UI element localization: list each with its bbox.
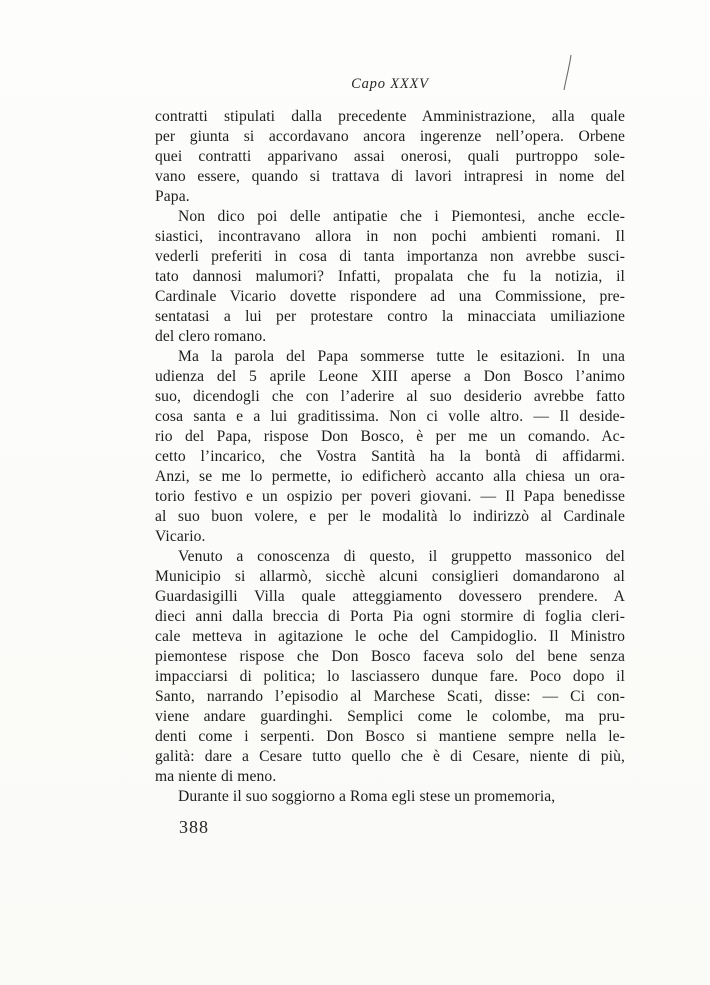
text-line: cetto l’incarico, che Vostra Santità ha la bontà di affidarmi. [155,448,625,465]
text-line: rio del Papa, rispose Don Bosco, è per me un comando. Ac- [155,428,625,445]
text-line: sentatasi a lui per protestare contro la minacciata umiliazione [155,308,625,325]
text-line: quei contratti apparivano assai onerosi, quali purtroppo sole- [155,148,625,165]
text-line: Durante il suo soggiorno a Roma egli stese un promemoria, [178,788,556,805]
text-line: denti come i serpenti. Don Bosco si mantiene sempre nella le- [155,728,625,745]
text-line: vederli preferiti in cosa di tanta importanza non avrebbe susci- [155,248,625,265]
text-line: tato dannosi malumori? Infatti, propalata che fu la notizia, il [155,268,625,285]
running-header: Capo XXXV [351,76,429,92]
text-line: cosa santa e a lui graditissima. Non ci volle altro. — Il deside- [155,408,625,425]
text-line: impacciarsi di politica; lo lasciassero dunque fare. Poco dopo il [155,668,625,685]
page-number: 388 [179,817,209,837]
text-line: Venuto a conoscenza di questo, il gruppetto massonico del [178,548,625,565]
text-line: piemontese rispose che Don Bosco faceva solo del bene senza [155,648,625,665]
text-line: Papa. [155,188,190,205]
text-line: siastici, incontravano allora in non pochi ambienti romani. Il [155,228,625,245]
text-line: Municipio si allarmò, sicchè alcuni consiglieri domandarono al [155,568,625,585]
text-line: torio festivo e un ospizio per poveri giovani. — Il Papa benedisse [155,488,625,505]
page-body [155,107,625,807]
text-line: Vicario. [155,528,206,545]
text-line: cale metteva in agitazione le oche del Campidoglio. Il Ministro [155,628,625,645]
text-line: Guardasigilli Villa quale atteggiamento dovessero prendere. A [155,588,625,605]
text-line: del clero romano. [155,328,267,345]
text-line: galità: dare a Cesare tutto quello che è di Cesare, niente di più, [155,748,625,765]
text-line: udienza del 5 aprile Leone XIII aperse a Don Bosco l’animo [155,368,625,385]
pen-scratch-mark [558,50,578,96]
text-line: Ma la parola del Papa sommerse tutte le esitazioni. In una [178,348,625,365]
text-line: contratti stipulati dalla precedente Amministrazione, alla quale [155,108,625,125]
text-line: Non dico poi delle antipatie che i Piemontesi, anche eccle- [178,208,625,225]
text-line: Anzi, se me lo permette, io edificherò accanto alla chiesa un ora- [155,468,625,485]
text-line: ma niente di meno. [155,768,277,785]
text-line: vano essere, quando si trattava di lavori intrapresi in nome del [155,168,625,185]
text-line: suo, dicendogli che con l’aderire al suo desiderio avrebbe fatto [155,388,625,405]
text-line: dieci anni dalla breccia di Porta Pia ogni stormire di foglia cleri- [155,608,625,625]
text-line: per giunta si accordavano ancora ingerenze nell’opera. Orbene [155,128,625,145]
text-line: Santo, narrando l’episodio al Marchese Scati, disse: — Ci con- [155,688,625,705]
text-line: al suo buon volere, e per le modalità lo indirizzò al Cardinale [155,508,625,525]
text-line: Cardinale Vicario dovette rispondere ad una Commissione, pre- [155,288,625,305]
text-line: viene andare guardinghi. Semplici come le colombe, ma pru- [155,708,625,725]
